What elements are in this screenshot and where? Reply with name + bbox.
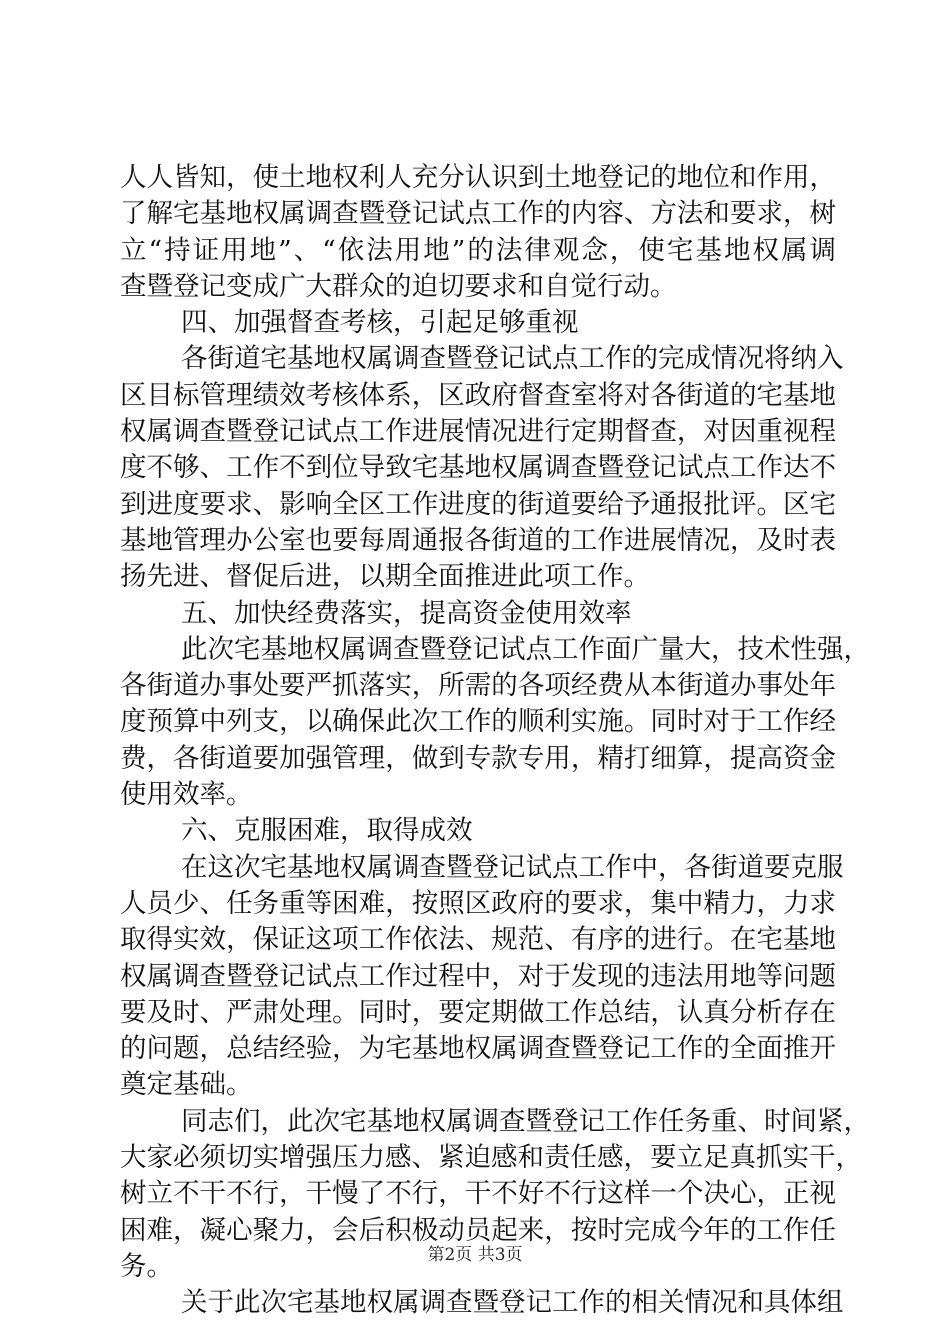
text-line: 务。	[120, 1250, 173, 1282]
text-line: 费，各街道要加强管理，做到专款专用，精打细算，提高资金	[120, 742, 836, 774]
text-line: 度预算中列支，以确保此次工作的顺利实施。同时对于工作经	[120, 706, 836, 738]
document-body	[120, 160, 870, 1322]
text-line: 权属调查暨登记试点工作进展情况进行定期督查，对因重视程	[120, 416, 836, 448]
text-line: 区目标管理绩效考核体系，区政府督查室将对各街道的宅基地	[120, 379, 836, 411]
text-line: 使用效率。	[120, 779, 253, 811]
text-line: 人人皆知，使土地权利人充分认识到土地登记的地位和作用，	[120, 162, 836, 193]
page-number-footer: 第2页 共3页	[427, 1245, 523, 1265]
text-line: 同志们，此次宅基地权属调查暨登记工作任务重、时间紧，	[181, 1105, 870, 1137]
text-line: 各街道宅基地权属调查暨登记试点工作的完成情况将纳入	[181, 343, 844, 375]
section-heading-6: 六、克服困难，取得成效	[181, 815, 473, 847]
text-line: 扬先进、督促后进，以期全面推进此项工作。	[120, 561, 650, 593]
text-line: 关于此次宅基地权属调查暨登记工作的相关情况和具体组	[181, 1287, 844, 1319]
section-heading-5: 五、加快经费落实，提高资金使用效率	[181, 597, 632, 629]
text-line: 奠定基础。	[120, 1069, 253, 1101]
text-line: 各街道办事处要严抓落实，所需的各项经费从本街道办事处年	[120, 670, 836, 702]
text-line: 的问题，总结经验，为宅基地权属调查暨登记工作的全面推开	[120, 1033, 836, 1065]
text-line: 度不够、工作不到位导致宅基地权属调查暨登记试点工作达不	[120, 452, 836, 484]
text-line: 人员少、任务重等困难，按照区政府的要求，集中精力，力求	[120, 887, 836, 919]
text-line: 查暨登记变成广大群众的迫切要求和自觉行动。	[120, 270, 677, 302]
text-line: 困难，凝心聚力，会后积极动员起来，按时完成今年的工作任	[120, 1214, 836, 1246]
text-line: 了解宅基地权属调查暨登记试点工作的内容、方法和要求，树	[120, 198, 836, 230]
text-line: 要及时、严肃处理。同时，要定期做工作总结，认真分析存在	[120, 996, 836, 1028]
text-line: 基地管理办公室也要每周通报各街道的工作进展情况，及时表	[120, 524, 836, 556]
text-line: 树立不干不行，干慢了不行，干不好不行这样一个决心，正视	[120, 1178, 836, 1210]
text-line: 大家必须切实增强压力感、紧迫感和责任感，要立足真抓实干，	[120, 1142, 862, 1174]
text-line: 权属调查暨登记试点工作过程中，对于发现的违法用地等问题	[120, 960, 836, 992]
text-line: 此次宅基地权属调查暨登记试点工作面广量大，技术性强，	[181, 633, 870, 665]
text-line: 在这次宅基地权属调查暨登记试点工作中，各街道要克服	[181, 851, 844, 883]
text-line: 到进度要求、影响全区工作进度的街道要给予通报批评。区宅	[120, 488, 836, 520]
text-line: 取得实效，保证这项工作依法、规范、有序的进行。在宅基地	[120, 924, 836, 956]
section-heading-4: 四、加强督查考核，引起足够重视	[181, 307, 579, 339]
text-line: 立“持证用地”、“依法用地”的法律观念，使宅基地权属调	[120, 234, 836, 266]
